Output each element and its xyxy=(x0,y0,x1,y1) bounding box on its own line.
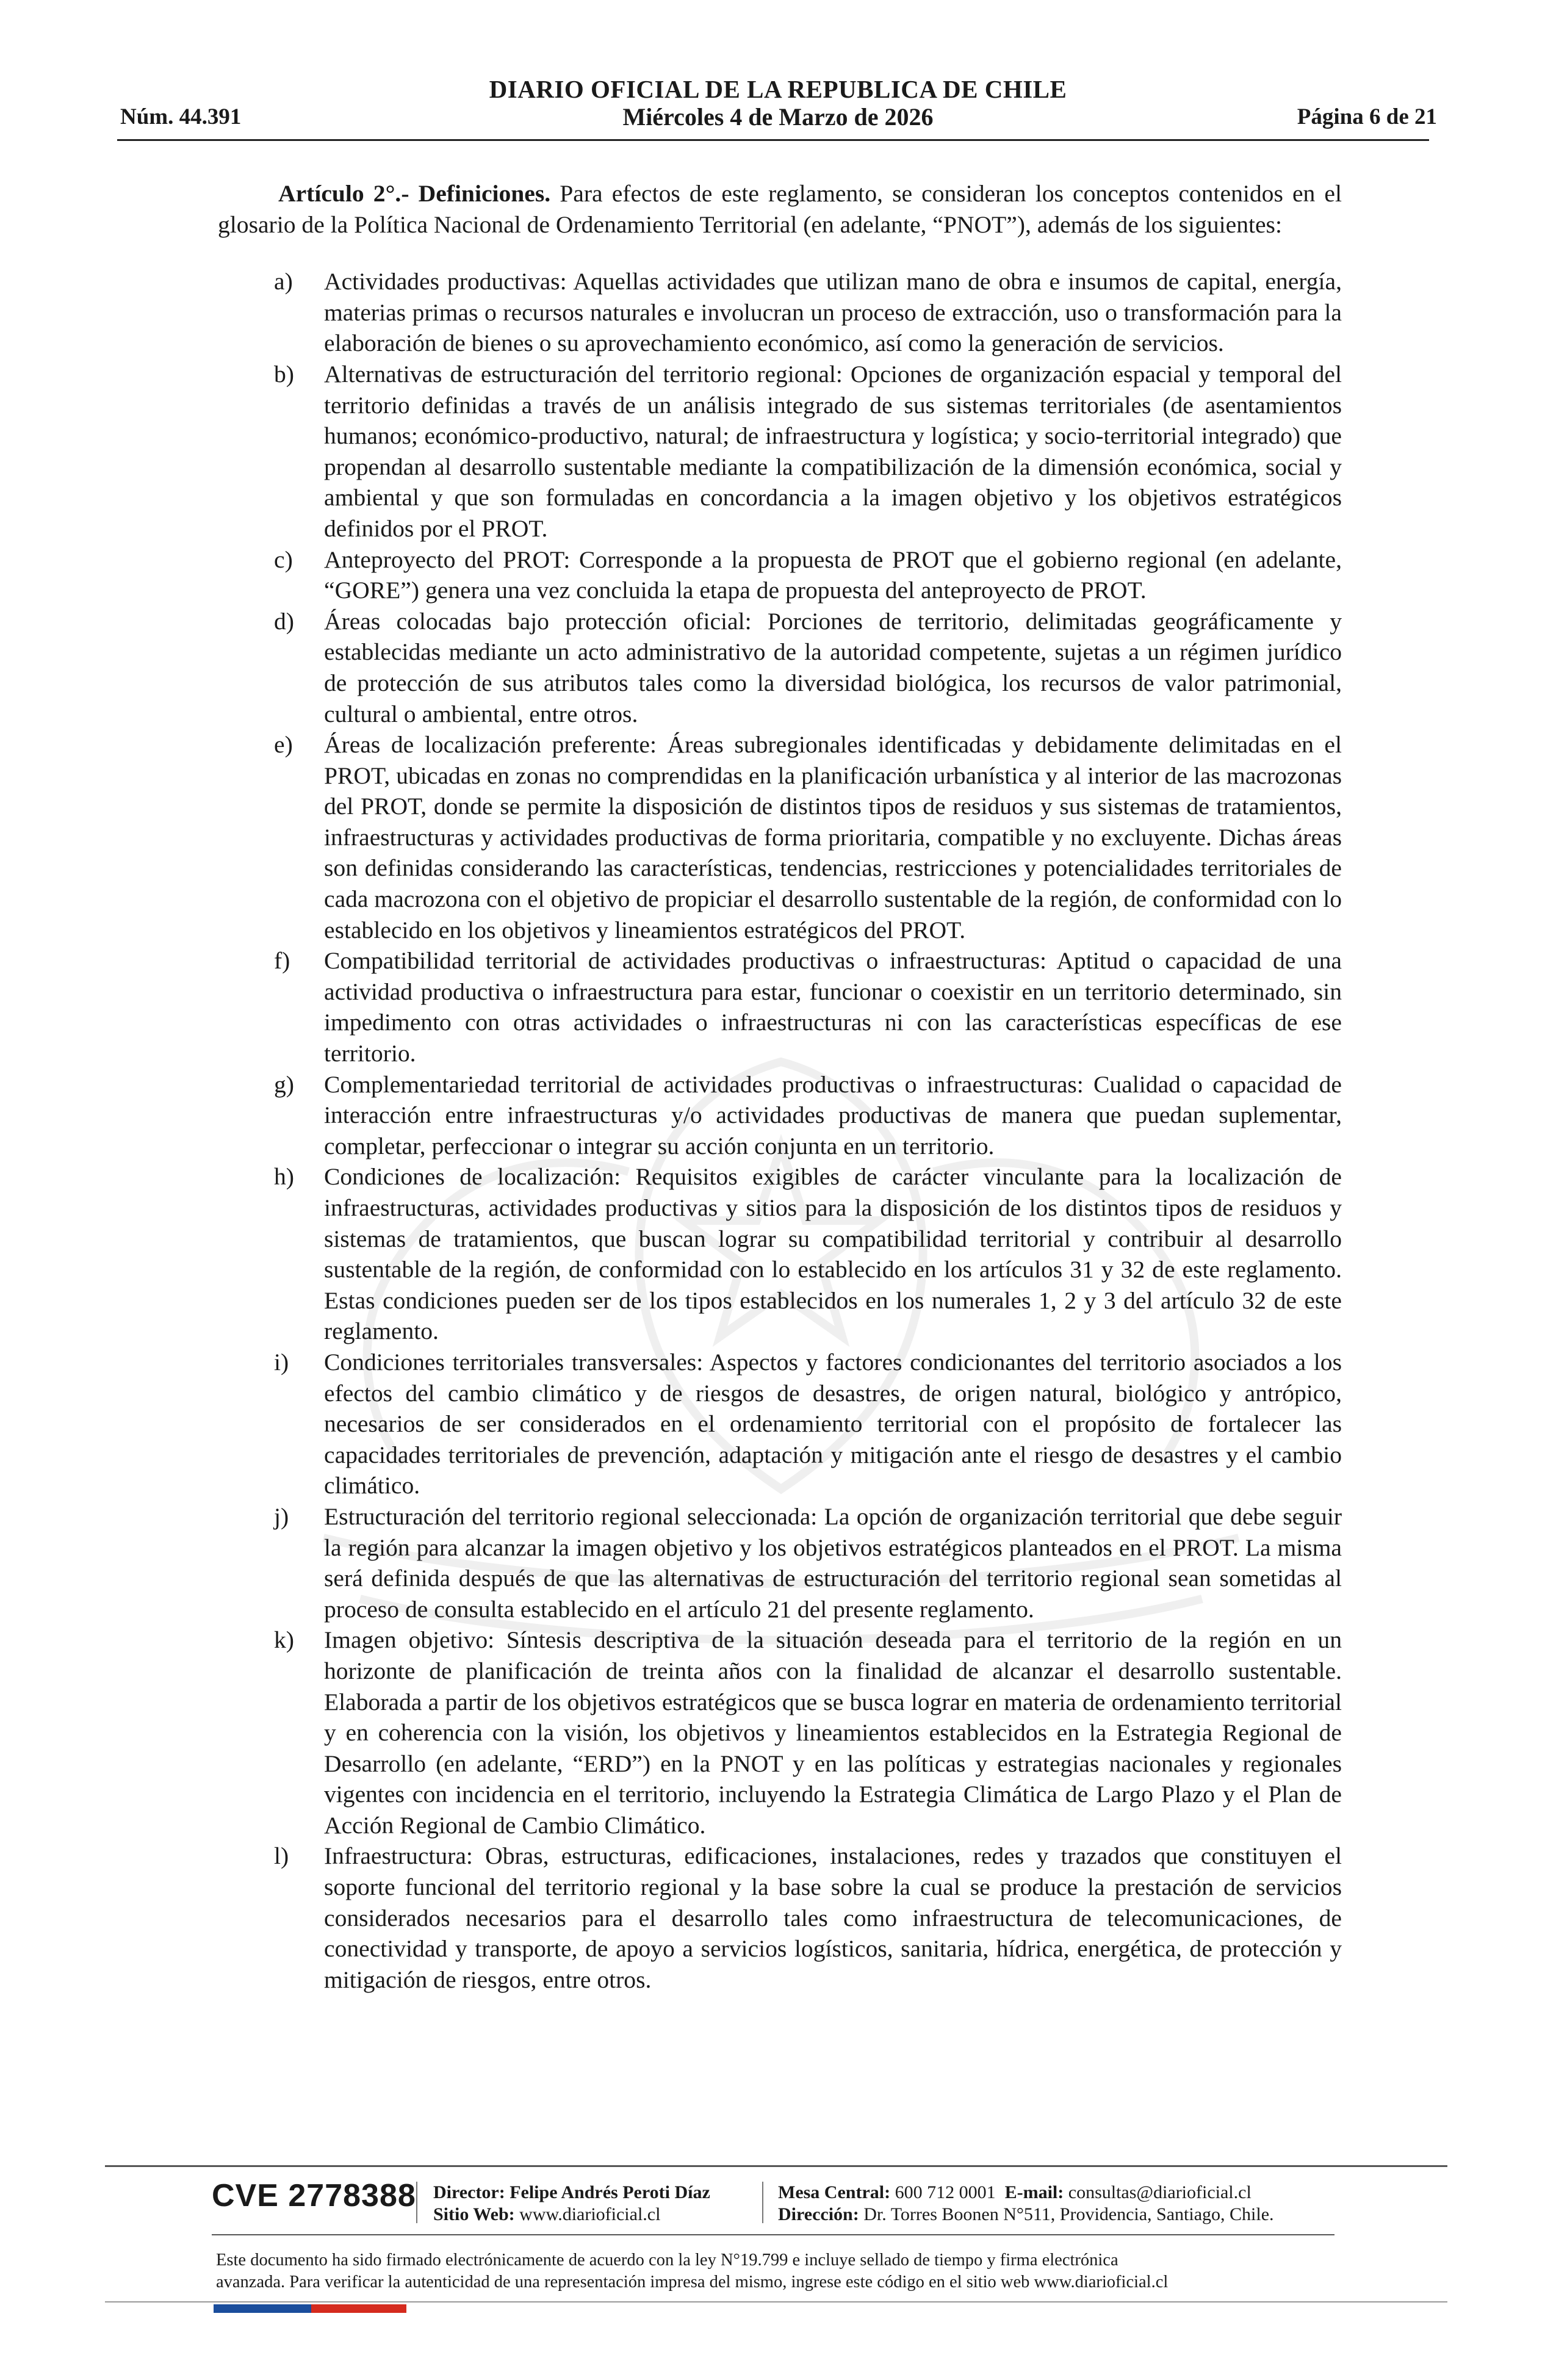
footer-separator xyxy=(762,2182,763,2223)
definition-text: Áreas colocadas bajo protección oficial: Porciones de territorio, delimitadas geográficamente y establecidas mediante un acto administrativo de la autoridad competente, sujetas a un régimen jurídico de protección de sus atributos tales como la diversidad biológica, los recursos de valor patrimonial, cultural o ambiental, entre otros. xyxy=(324,607,1342,727)
email-label: E-mail: xyxy=(1004,2182,1064,2202)
page-indicator: Página 6 de 21 xyxy=(1297,104,1437,129)
article-intro xyxy=(218,178,1342,240)
definition-item xyxy=(218,1625,1342,1841)
definitions-list xyxy=(218,266,1342,1995)
article-body xyxy=(218,178,1342,1995)
definition-text: Condiciones de localización: Requisitos exigibles de carácter vinculante para la localización de infraestructuras, actividades productivas y sitios para la disposición de los distintos tipos de residuos y sistemas de tratamientos, que buscan lograr su compatibilidad territorial y contribuir al desarrollo sustentable de la región, de conformidad con lo establecido en los artículos 31 y 32 de este reglamento. Estas condiciones pueden ser de los tipos establecidos en los numerales 1, 2 y 3 del artículo 32 de este reglamento. xyxy=(324,1163,1342,1345)
definition-letter: j) xyxy=(274,1502,289,1530)
definition-letter: c) xyxy=(274,546,293,573)
footer-divider-top xyxy=(105,2165,1447,2167)
signature-notice xyxy=(216,2249,1375,2293)
article-intro-text: Para efectos de este reglamento, se consideran los conceptos contenidos en el glosario de la Política Nacional de Ordenamiento Territorial (en adelante, “PNOT”), además de los siguientes: xyxy=(218,180,1342,238)
definition-item xyxy=(218,359,1342,544)
signature-notice-line: Este documento ha sido firmado electrónicamente de acuerdo con la ley N°19.799 e incluye sellado de tiempo y firma electrónica xyxy=(216,2251,1118,2270)
director-name: Felipe Andrés Peroti Díaz xyxy=(510,2182,710,2202)
definition-item xyxy=(218,606,1342,729)
definition-text: Imagen objetivo: Síntesis descriptiva de la situación deseada para el territorio de la región en un horizonte de planificación de treinta años con la finalidad de alcanzar el desarrollo sustentable. Elaborada a partir de los objetivos estratégicos que se busca lograr en materia de ordenamiento territorial y en coherencia con la visión, los objetivos y lineamientos establecidos en la Estrategia Regional de Desarrollo (en adelante, “ERD”) en la PNOT y en las políticas y estrategias nacionales y regionales vigentes con incidencia en el territorio, incluyendo la Estrategia Climática de Largo Plazo y el Plan de Acción Regional de Cambio Climático. xyxy=(324,1626,1342,1839)
definition-item xyxy=(218,1501,1342,1625)
footer-divider-bottom xyxy=(105,2301,1447,2302)
article-heading: Artículo 2°.- Definiciones. xyxy=(278,180,551,207)
definition-item xyxy=(218,945,1342,1069)
definition-item xyxy=(218,544,1342,606)
definition-letter: g) xyxy=(274,1070,294,1098)
address-value: Dr. Torres Boonen N°511, Providencia, Santiago, Chile. xyxy=(863,2204,1274,2224)
director-label: Director: xyxy=(433,2182,505,2202)
footer-divider-middle xyxy=(212,2234,1334,2235)
email-link[interactable]: consultas@diarioficial.cl xyxy=(1068,2182,1252,2202)
footer-contact-block xyxy=(778,2182,1274,2226)
definition-letter: d) xyxy=(274,607,294,635)
header-divider xyxy=(117,139,1429,141)
definition-text: Condiciones territoriales transversales: Aspectos y factores condicionantes del territorio asociados a los efectos del cambio climático y de riesgos de desastres, de origen natural, biológico y antrópico, necesarios de ser considerados en el ordenamiento territorial con el propósito de fortalecer las capacidades territoriales de prevención, adaptación y mitigación ante el riesgo de desastres y el cambio climático. xyxy=(324,1348,1342,1499)
definition-text: Estructuración del territorio regional seleccionada: La opción de organización territorial que debe seguir la región para alcanzar la imagen objetivo y los objetivos estratégicos planteados en el PROT. La misma será definida después de que las alternativas de estructuración del territorio regional sean sometidas al proceso de consulta establecido en el artículo 21 del presente reglamento. xyxy=(324,1502,1342,1623)
definition-item xyxy=(218,1347,1342,1501)
definition-letter: k) xyxy=(274,1626,294,1654)
definition-text: Infraestructura: Obras, estructuras, edificaciones, instalaciones, redes y trazados que constituyen el soporte funcional del territorio regional y la base sobre la cual se produce la prestación de servicios considerados necesarios para el desarrollo tales como infraestructura de telecomunicaciones, de conectividad y transporte, de apoyo a servicios logísticos, sanitaria, hídrica, energética, de protección y mitigación de riesgos, entre otros. xyxy=(324,1842,1342,1993)
definition-letter: b) xyxy=(274,360,294,388)
definition-letter: l) xyxy=(274,1842,289,1870)
address-label: Dirección: xyxy=(778,2204,859,2224)
definition-text: Alternativas de estructuración del territorio regional: Opciones de organización espacial y temporal del territorio definidas a través de un análisis integrado de sus sistemas territoriales (de asentamientos humanos; económico-productivo, natural; de infraestructura y logística; y socio-territorial integrado) que propendan al desarrollo sustentable mediante la compatibilización de la dimensión económica, social y ambiental y que son formuladas en concordancia a la imagen objetivo y los objetivos estratégicos definidos por el PROT. xyxy=(324,360,1342,542)
issue-number: Núm. 44.391 xyxy=(120,104,242,129)
publication-title: DIARIO OFICIAL DE LA REPUBLICA DE CHILE xyxy=(489,75,1067,103)
signature-notice-line: avanzada. Para verificar la autenticidad de una representación impresa del mismo, ingrese este código en el sitio web www.diarioficial.cl xyxy=(216,2273,1169,2292)
definition-text: Anteproyecto del PROT: Corresponde a la propuesta de PROT que el gobierno regional (en adelante, “GORE”) genera una vez concluida la etapa de propuesta del anteproyecto de PROT. xyxy=(324,546,1342,604)
definition-item xyxy=(218,729,1342,945)
footer-director-block xyxy=(433,2182,710,2226)
footer-separator xyxy=(416,2182,417,2223)
definition-letter: h) xyxy=(274,1163,294,1191)
website-label: Sitio Web: xyxy=(433,2204,515,2224)
phone-number: 600 712 0001 xyxy=(895,2182,996,2202)
definition-letter: e) xyxy=(274,731,293,759)
website-link[interactable]: www.diarioficial.cl xyxy=(519,2204,661,2224)
definition-letter: f) xyxy=(274,947,290,975)
definition-letter: i) xyxy=(274,1348,289,1376)
cve-code: CVE 2778388 xyxy=(212,2178,416,2213)
definition-text: Actividades productivas: Aquellas actividades que utilizan mano de obra e insumos de capital, energía, materias primas o recursos naturales e involucran un proceso de extracción, uso o transformación para la elaboración de bienes o su aprovechamiento económico, así como la generación de servicios. xyxy=(324,268,1342,357)
definition-text: Áreas de localización preferente: Áreas subregionales identificadas y debidamente delimitadas en el PROT, ubicadas en zonas no comprendidas en la planificación urbanística y al interior de las macrozonas del PROT, donde se permite la disposición de distintos tipos de residuos y sus sistemas de tratamientos, infraestructuras y actividades productivas de forma prioritaria, compatible y no excluyente. Dichas áreas son definidas considerando las características, tendencias, restricciones y potencialidades territoriales de cada macrozona con el objetivo de propiciar el desarrollo sustentable de la región, de conformidad con lo establecido en los objetivos y lineamientos estratégicos del PROT. xyxy=(324,731,1342,943)
definition-item xyxy=(218,1161,1342,1347)
flag-stripe-blue xyxy=(214,2304,311,2313)
flag-stripe-red xyxy=(311,2304,406,2313)
phone-label: Mesa Central: xyxy=(778,2182,891,2202)
issue-date: Miércoles 4 de Marzo de 2026 xyxy=(622,103,934,131)
definition-item xyxy=(218,266,1342,359)
definition-text: Complementariedad territorial de actividades productivas o infraestructuras: Cualidad o capacidad de interacción entre infraestructuras y/o actividades productivas de manera que puedan suplementar, completar, perfeccionar o integrar su acción conjunta en un territorio. xyxy=(324,1070,1342,1159)
definition-item xyxy=(218,1841,1342,1995)
definition-item xyxy=(218,1069,1342,1162)
definition-text: Compatibilidad territorial de actividades productivas o infraestructuras: Aptitud o capacidad de una actividad productiva o infraestructura para estar, funcionar o coexistir en un territorio determinado, sin impedimento con otras actividades o infraestructuras ni con las características específicas de ese territorio. xyxy=(324,947,1342,1067)
definition-letter: a) xyxy=(274,268,293,295)
